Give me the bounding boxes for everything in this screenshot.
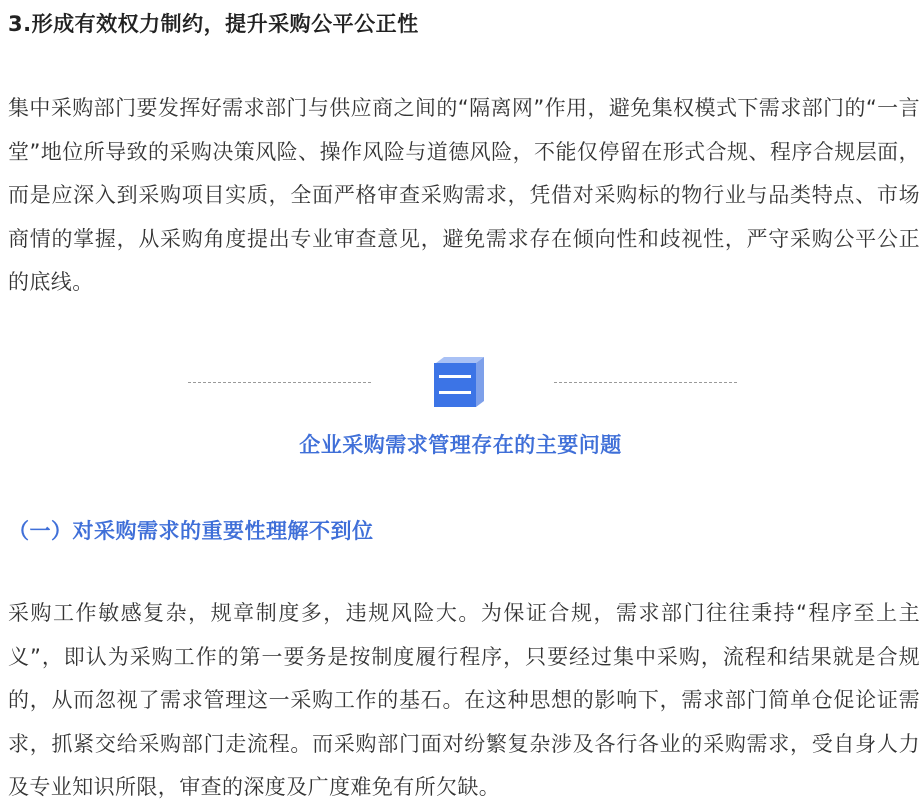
section-heading-3: 3.形成有效权力制约，提升采购公平公正性 [8,12,419,36]
paragraph-1: 集中采购部门要发挥好需求部门与供应商之间的“隔离网”作用，避免集权模式下需求部门的“一言堂”地位所导致的采购决策风险、操作风险与道德风险，不能仅停留在形式合规、程序合规层面，而是应深入到采购项目实质，全面严格审查采购需求，凭借对采购标的物行业与品类特点、市场商情的掌握，从采购角度提出专业审查意见，避免需求存在倾向性和歧视性，严守采购公平公正的底线。 [8,96,920,294]
document-cube-icon [430,357,486,409]
divider-right [554,382,737,383]
sub-heading-1: （一）对采购需求的重要性理解不到位 [8,519,374,543]
paragraph-2: 采购工作敏感复杂，规章制度多，违规风险大。为保证合规，需求部门往往秉持“程序至上主义”，即认为采购工作的第一要务是按制度履行程序，只要经过集中采购，流程和结果就是合规的，从而忽视了需求管理这一采购工作的基石。在这种思想的影响下，需求部门简单仓促论证需求，抓紧交给采购部门走流程。而采购部门面对纷繁复杂涉及各行各业的采购需求，受自身人力及专业知识所限，审查的深度及广度难免有所欠缺。 [8,601,920,799]
divider-left [188,382,371,383]
section-title: 企业采购需求管理存在的主要问题 [299,433,622,457]
